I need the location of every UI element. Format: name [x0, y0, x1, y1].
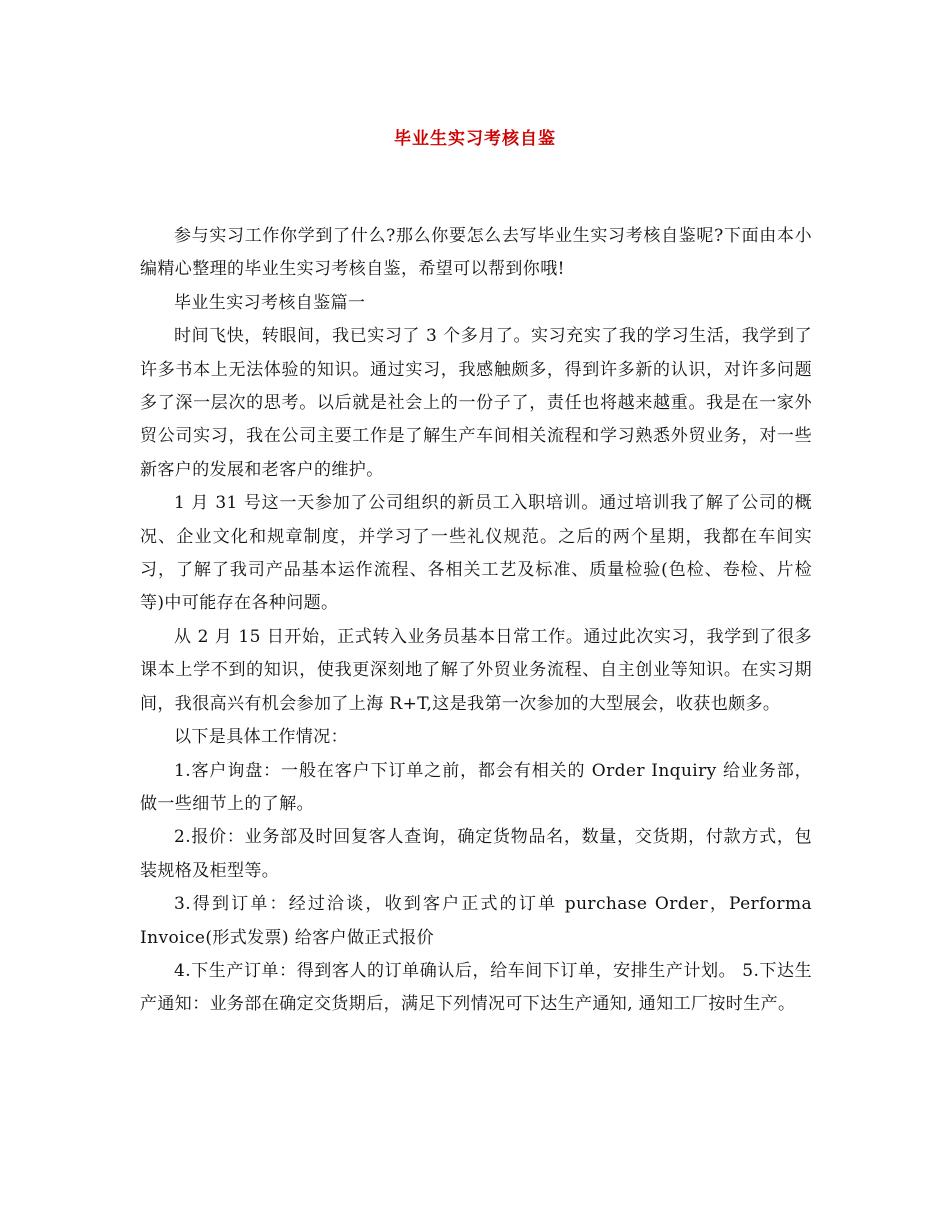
paragraph: 从 2 月 15 日开始，正式转入业务员基本日常工作。通过此次实习，我学到了很多课本上学不到的知识，使我更深刻地了解了外贸业务流程、自主创业等知识。在实习期间，我很高兴有机会参加了上海 R+T,这是我第一次参加的大型展会，收获也颇多。: [140, 626, 812, 714]
paragraph: 以下是具体工作情况：: [174, 727, 348, 748]
section-heading: 毕业生实习考核自鉴篇一: [174, 292, 366, 313]
list-item: 3.得到订单：经过洽谈，收到客户正式的订单 purchase Order，Performa Invoice(形式发票) 给客户做正式报价: [140, 894, 812, 948]
list-item: 2.报价：业务部及时回复客人查询，确定货物品名，数量，交货期，付款方式，包装规格及柜型等。: [140, 827, 812, 881]
paragraph: 1 月 31 号这一天参加了公司组织的新员工入职培训。通过培训我了解了公司的概况、企业文化和规章制度，并学习了一些礼仪规范。之后的两个星期，我都在车间实习，了解了我司产品基本运作流程、各相关工艺及标准、质量检验(色检、卷检、片检等)中可能存在各种问题。: [140, 493, 812, 614]
paragraph: 时间飞快，转眼间，我已实习了 3 个多月了。实习充实了我的学习生活，我学到了许多书本上无法体验的知识。通过实习，我感触颇多，得到许多新的认识，对许多问题多了深一层次的思考。以后就是社会上的一份子了，责任也将越来越重。我是在一家外贸公司实习，我在公司主要工作是了解生产车间相关流程和学习熟悉外贸业务，对一些新客户的发展和老客户的维护。: [140, 326, 812, 480]
list-item: 1.客户询盘：一般在客户下订单之前，都会有相关的 Order Inquiry 给业务部，做一些细节上的了解。: [140, 760, 812, 814]
paragraph-intro: 参与实习工作你学到了什么?那么你要怎么去写毕业生实习考核自鉴呢?下面由本小编精心整理的毕业生实习考核自鉴，希望可以帮到你哦!: [140, 226, 812, 280]
document-title: 毕业生实习考核自鉴: [394, 129, 556, 149]
list-item: 4.下生产订单：得到客人的订单确认后，给车间下订单，安排生产计划。 5.下达生产通知：业务部在确定交货期后，满足下列情况可下达生产通知, 通知工厂按时生产。: [140, 960, 812, 1015]
document-body: [140, 220, 812, 1022]
